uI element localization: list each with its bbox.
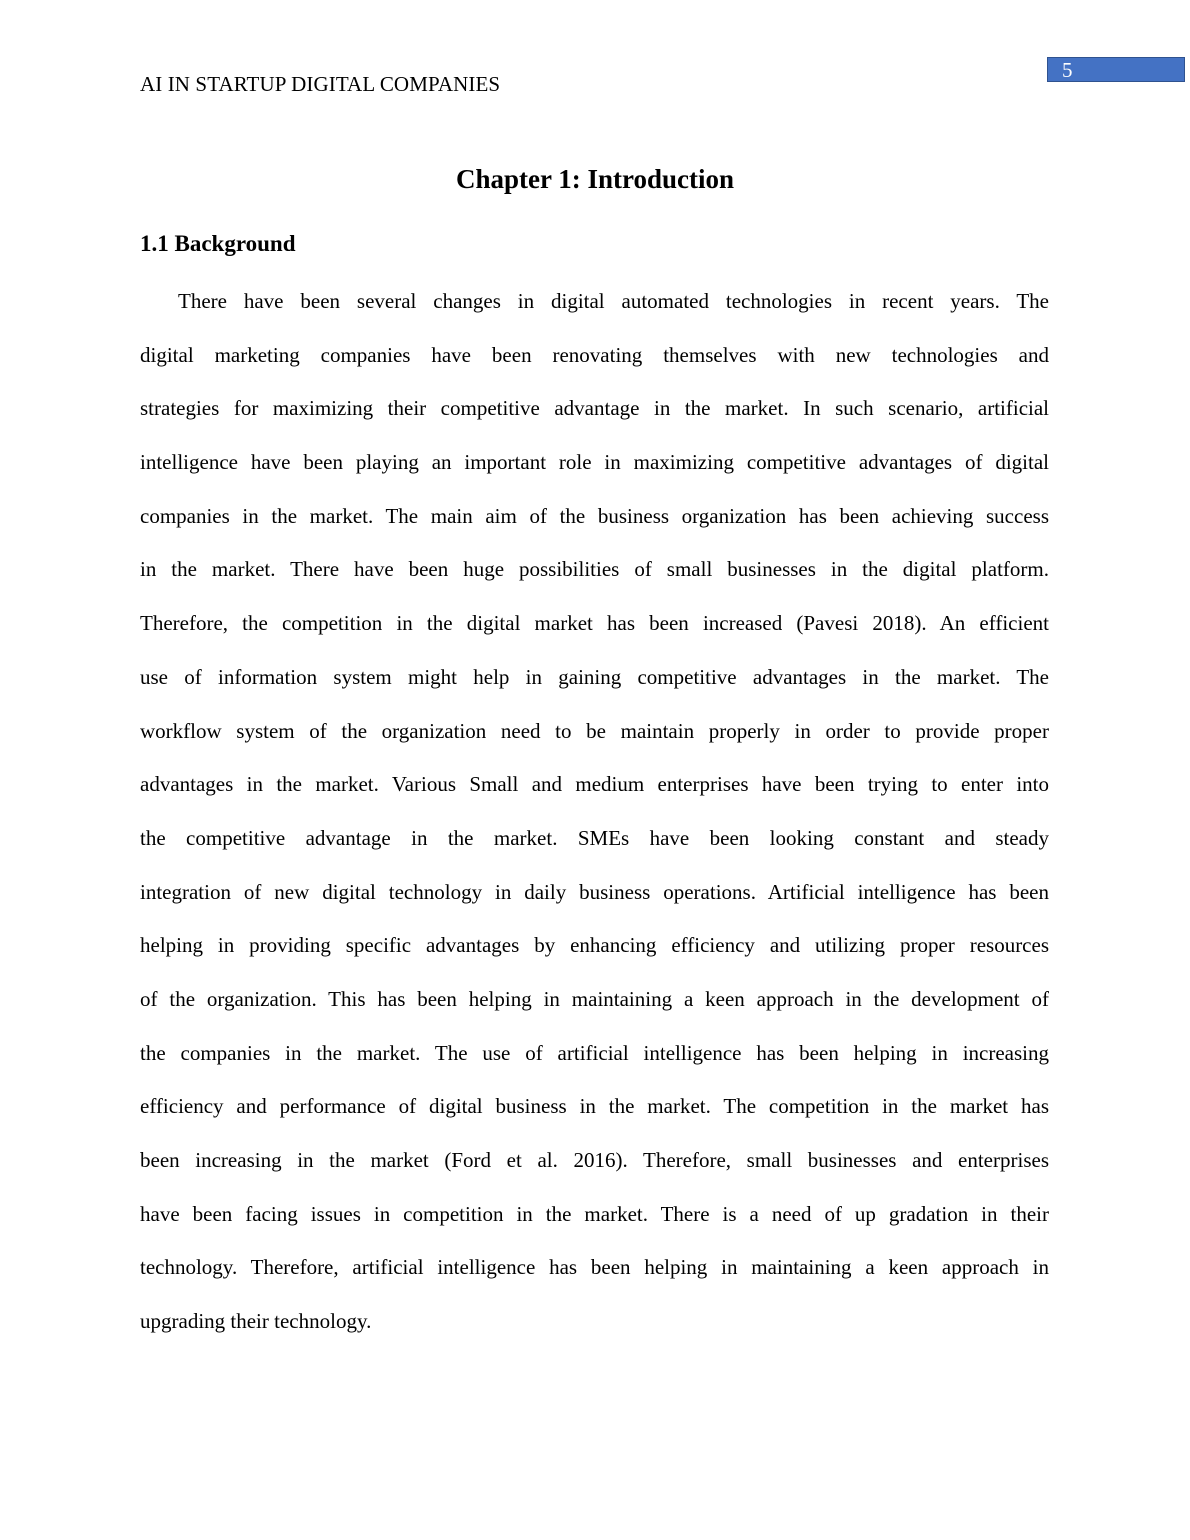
paragraph-line: intelligence have been playing an important role in maximizing competitive advantages of digital [140,450,1049,475]
paragraph-line: have been facing issues in competition in the market. There is a need of up gradation in their [140,1201,1049,1226]
paragraph-line: workflow system of the organization need to be maintain properly in order to provide proper [140,718,1049,743]
body-paragraph [140,287,1049,1361]
paragraph-line: digital marketing companies have been renovating themselves with new technologies and [140,342,1049,367]
chapter-title: Chapter 1: Introduction [455,164,735,194]
paragraph-line: use of information system might help in gaining competitive advantages in the market. The [140,664,1049,689]
paragraph-line: upgrading their technology. [140,1309,372,1334]
paragraph-line: efficiency and performance of digital business in the market. The competition in the market has [140,1094,1049,1119]
paragraph-line: technology. Therefore, artificial intelligence has been helping in maintaining a keen approach in [140,1255,1049,1280]
paragraph-line: advantages in the market. Various Small and medium enterprises have been trying to enter into [140,772,1049,797]
running-head: AI IN STARTUP DIGITAL COMPANIES [140,72,501,96]
paragraph-line: of the organization. This has been helping in maintaining a keen approach in the development of [140,986,1049,1011]
paragraph-line: integration of new digital technology in daily business operations. Artificial intelligence has been [140,879,1049,904]
paragraph-line: companies in the market. The main aim of the business organization has been achieving success [140,503,1049,528]
paragraph-line: the companies in the market. The use of artificial intelligence has been helping in increasing [140,1040,1049,1065]
paragraph-line: helping in providing specific advantages by enhancing efficiency and utilizing proper resources [140,933,1049,958]
page-number-box [1047,57,1185,82]
paragraph-line: the competitive advantage in the market. SMEs have been looking constant and steady [140,825,1049,850]
section-heading: 1.1 Background [140,231,296,256]
paragraph-line: strategies for maximizing their competitive advantage in the market. In such scenario, artificial [140,396,1049,421]
paragraph-line: Therefore, the competition in the digital market has been increased (Pavesi 2018). An efficient [140,611,1049,636]
paragraph-line: in the market. There have been huge possibilities of small businesses in the digital platform. [140,557,1049,582]
paragraph-line: There have been several changes in digital automated technologies in recent years. The [178,289,1049,313]
page-number: 5 [1062,58,1073,82]
paragraph-line: been increasing in the market (Ford et al. 2016). Therefore, small businesses and enterprises [140,1148,1049,1172]
